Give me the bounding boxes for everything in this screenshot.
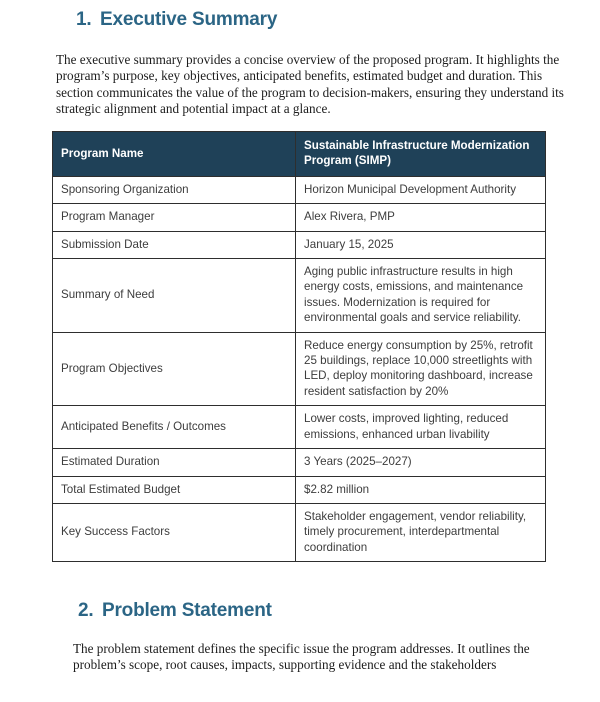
table-row — [53, 406, 546, 449]
row-value: Aging public infrastructure results in high energy costs, emissions, and maintenance issues. Modernization is required for environmental goals and service reliability. — [296, 259, 546, 333]
section-title: Problem Statement — [102, 600, 272, 621]
table-row — [53, 449, 546, 476]
row-label: Program Manager — [53, 204, 296, 231]
row-value: Stakeholder engagement, vendor reliability, timely procurement, interdepartmental coordination — [296, 503, 546, 561]
row-value: $2.82 million — [296, 476, 546, 503]
row-label: Sponsoring Organization — [53, 176, 296, 203]
program-summary-table — [52, 131, 546, 562]
table-row — [53, 503, 546, 561]
row-label: Anticipated Benefits / Outcomes — [53, 406, 296, 449]
section-heading-executive-summary — [76, 9, 277, 31]
row-value: Lower costs, improved lighting, reduced emissions, enhanced urban livability — [296, 406, 546, 449]
section-number: 1. — [76, 9, 92, 30]
row-label: Total Estimated Budget — [53, 476, 296, 503]
row-value: January 15, 2025 — [296, 231, 546, 258]
row-label: Estimated Duration — [53, 449, 296, 476]
section-paragraph-executive-summary: The executive summary provides a concise overview of the proposed program. It highlights the program’s purpose, key objectives, anticipated benefits, estimated budget and duration. This section communicates the value of the program to decision-makers, ensuring they understand its strategic alignment and potential impact at a glance. — [56, 52, 564, 117]
table-header-label: Program Name — [53, 132, 296, 177]
row-label: Summary of Need — [53, 259, 296, 333]
section-title: Executive Summary — [100, 9, 278, 30]
table-row — [53, 231, 546, 258]
table-body — [53, 176, 546, 561]
row-value: 3 Years (2025–2027) — [296, 449, 546, 476]
table-row — [53, 259, 546, 333]
row-value: Horizon Municipal Development Authority — [296, 176, 546, 203]
row-label: Submission Date — [53, 231, 296, 258]
table-row — [53, 476, 546, 503]
section-number: 2. — [78, 600, 94, 621]
table-row — [53, 332, 546, 406]
table-header-value: Sustainable Infrastructure Modernization Program (SIMP) — [296, 132, 546, 177]
row-label: Key Success Factors — [53, 503, 296, 561]
section-paragraph-problem-statement: The problem statement defines the specific issue the program addresses. It outlines the problem’s scope, root causes, impacts, supporting evidence and the stakeholders — [73, 641, 530, 673]
row-label: Program Objectives — [53, 332, 296, 406]
row-value: Alex Rivera, PMP — [296, 204, 546, 231]
table-row — [53, 176, 546, 203]
table-row — [53, 204, 546, 231]
section-heading-problem-statement — [78, 600, 272, 622]
table-header-row — [53, 132, 546, 177]
row-value: Reduce energy consumption by 25%, retrofit 25 buildings, replace 10,000 streetlights with LED, deploy monitoring dashboard, increase resident satisfaction by 20% — [296, 332, 546, 406]
